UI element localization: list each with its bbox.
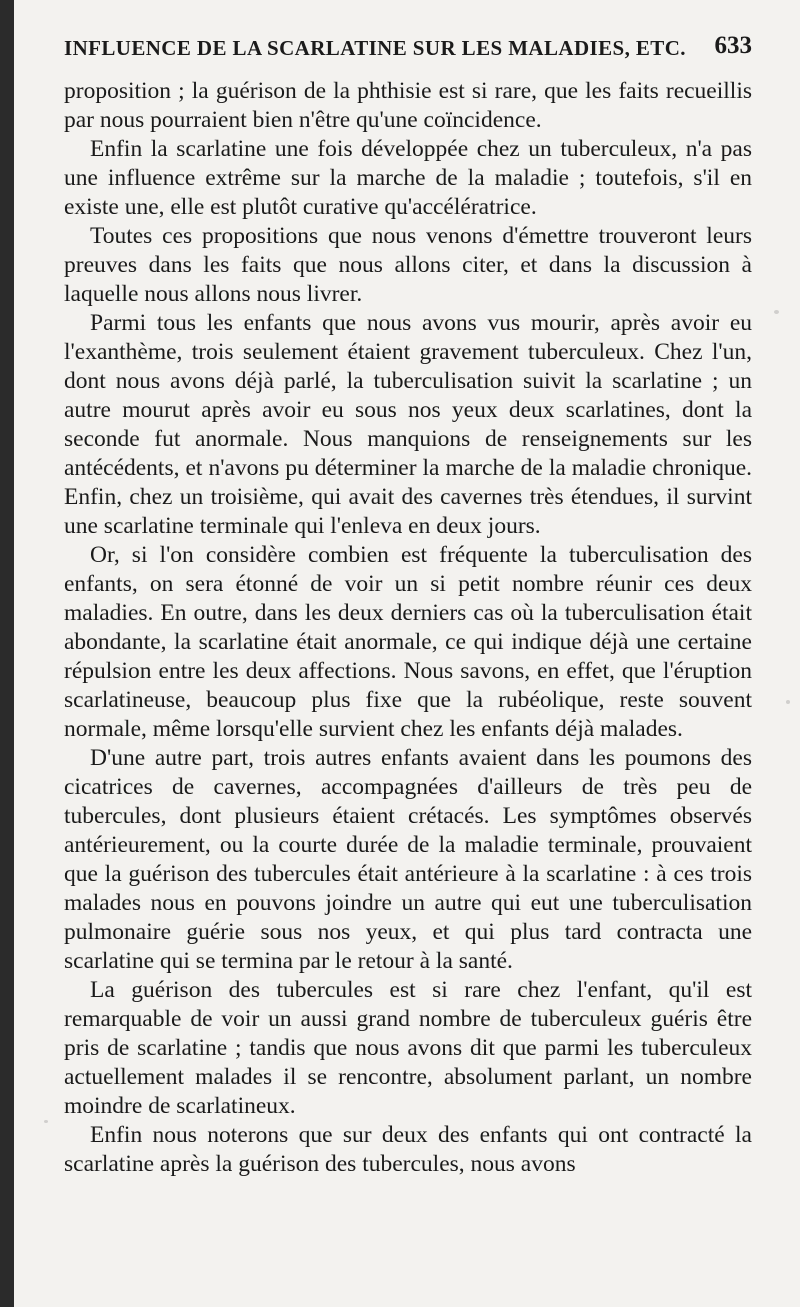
paper-speck xyxy=(44,1120,48,1123)
page-header xyxy=(64,32,752,66)
paragraph: La guérison des tubercules est si rare chez l'enfant, qu'il est remarquable de voir un aussi grand nombre de tuberculeux guéris être pris de scarlatine ; tandis que nous avons dit que parmi les tuberculeux actuellement malades il se rencontre, absolument parlant, un nombre moindre de scarlatineux. xyxy=(64,977,752,1119)
running-title: INFLUENCE DE LA SCARLATINE SUR LES MALADIES, ETC. xyxy=(64,36,686,60)
paragraph: Toutes ces propositions que nous venons d'émettre trouveront leurs preuves dans les faits que nous allons citer, et dans la discussion à laquelle nous allons nous livrer. xyxy=(64,223,752,307)
paragraph: Enfin la scarlatine une fois développée chez un tuberculeux, n'a pas une influence extrême sur la marche de la maladie ; toutefois, s'il en existe une, elle est plutôt curative qu'accélératrice. xyxy=(64,136,752,220)
page-number: 633 xyxy=(714,32,752,59)
paper-speck xyxy=(786,700,790,704)
paragraph-continuation: proposition ; la guérison de la phthisie est si rare, que les faits recueillis par nous pourraient bien n'être qu'une coïncidence. xyxy=(64,78,752,133)
paragraph-last: Enfin nous noterons que sur deux des enfants qui ont contracté la scarlatine après la guérison des tubercules, nous avons xyxy=(64,1122,752,1177)
paragraph: Parmi tous les enfants que nous avons vus mourir, après avoir eu l'exanthème, trois seulement étaient gravement tuberculeux. Chez l'un, dont nous avons déjà parlé, la tuberculisation suivit la scarlatine ; un autre mourut après avoir eu sous nos yeux deux scarlatines, dont la seconde fut anormale. Nous manquions de renseignements sur les antécédents, et n'avons pu déterminer la marche de la maladie chronique. Enfin, chez un troisième, qui avait des cavernes très étendues, il survint une scarlatine terminale qui l'enleva en deux jours. xyxy=(64,310,752,539)
paper-speck xyxy=(774,310,779,314)
body-text xyxy=(64,77,752,1179)
paragraph: Or, si l'on considère combien est fréquente la tuberculisation des enfants, on sera étonné de voir un si petit nombre réunir ces deux maladies. En outre, dans les deux derniers cas où la tuberculisation était abondante, la scarlatine était anormale, ce qui indique déjà une certaine répulsion entre les deux affections. Nous savons, en effet, que l'éruption scarlatineuse, beaucoup plus fixe que la rubéolique, reste souvent normale, même lorsqu'elle survient chez les enfants déjà malades. xyxy=(64,542,752,742)
paragraph: D'une autre part, trois autres enfants avaient dans les poumons des cicatrices de cavernes, accompagnées d'ailleurs de très peu de tubercules, dont plusieurs étaient crétacés. Les symptômes observés antérieurement, ou la courte durée de la maladie terminale, prouvaient que la guérison des tubercules était antérieure à la scarlatine : à ces trois malades nous en pouvons joindre un autre qui eut une tuberculisation pulmonaire guérie sous nos yeux, et qui plus tard contracta une scarlatine qui se termina par le retour à la santé. xyxy=(64,745,752,974)
